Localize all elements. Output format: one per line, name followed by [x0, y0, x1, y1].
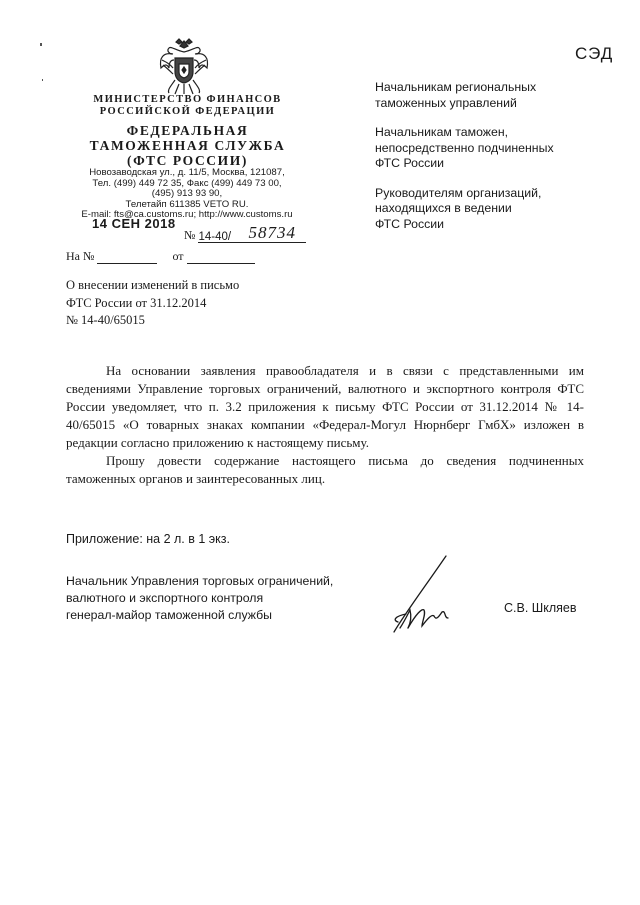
address: Новозаводская ул., д. 11/5, Москва, 121087,	[89, 167, 285, 178]
attachment-note: Приложение: на 2 л. в 1 экз.	[66, 532, 230, 546]
recipient-group: Начальникам таможен, непосредственно подчиненных ФТС России	[375, 125, 554, 170]
sed-mark: СЭД	[575, 44, 614, 63]
outgoing-number-row	[184, 223, 306, 243]
handwritten-number: 58734	[248, 223, 296, 242]
teletype: Телетайп 611385 VETO RU.	[125, 198, 249, 210]
signatory-title: Начальник Управления торговых ограничений, валютного и экспортного контроля генерал-майор таможенной службы	[66, 574, 334, 622]
recipients-block	[375, 80, 615, 246]
ref-blank	[97, 251, 157, 264]
double-headed-eagle-icon	[157, 38, 211, 96]
subject-block: О внесении изменений в письмо ФТС России от 31.12.2014 № 14-40/65015	[66, 278, 240, 327]
body-paragraph: Прошу довести содержание настоящего письма до сведения подчиненных таможенных органов и заинтересованных лиц.	[66, 453, 584, 486]
recipient-group: Руководителям организаций, находящихся в ведении ФТС России	[375, 185, 542, 231]
email: E-mail: fts@ca.customs.ru; http://www.customs.ru	[81, 209, 293, 221]
from-label: от	[172, 249, 184, 263]
reference-row	[66, 249, 255, 264]
number-label: №	[184, 228, 196, 242]
recipient-group: Начальникам региональных таможенных управлений	[375, 80, 537, 110]
margin-mark	[42, 79, 43, 81]
body-paragraph: На основании заявления правообладателя и в связи с представленными им сведениями Управление торговых ограничений, валютного и экспортного контроля ФТС России уведомляет, что п. 3.2 приложения к письму ФТС России от 31.12.2014 № 14-40/65015 «О товарных знаках компании «Федерал-Могул Нюрнберг ГмбХ» изложен в редакции согласно приложению к настоящему письму.	[66, 363, 584, 450]
letter-body	[66, 362, 584, 488]
from-blank	[187, 251, 255, 264]
contact-block	[62, 168, 312, 221]
handwritten-signature	[386, 552, 496, 638]
phone-2: (495) 913 93 90,	[151, 188, 223, 200]
service-title: ФЕДЕРАЛЬНАЯ ТАМОЖЕННАЯ СЛУЖБА (ФТС РОССИИ)	[89, 123, 286, 168]
date-stamp: 14 СЕН 2018	[92, 216, 176, 231]
ref-label: На №	[66, 249, 95, 263]
phones: Тел. (499) 449 72 35, Факс (499) 449 73 00,	[92, 177, 282, 189]
signatory-name: С.В. Шкляев	[504, 601, 577, 615]
ministry-title: МИНИСТЕРСТВО ФИНАНСОВ РОССИЙСКОЙ ФЕДЕРАЦИИ	[93, 94, 282, 117]
number-value: 14-40/	[198, 231, 232, 243]
margin-mark	[40, 43, 42, 46]
